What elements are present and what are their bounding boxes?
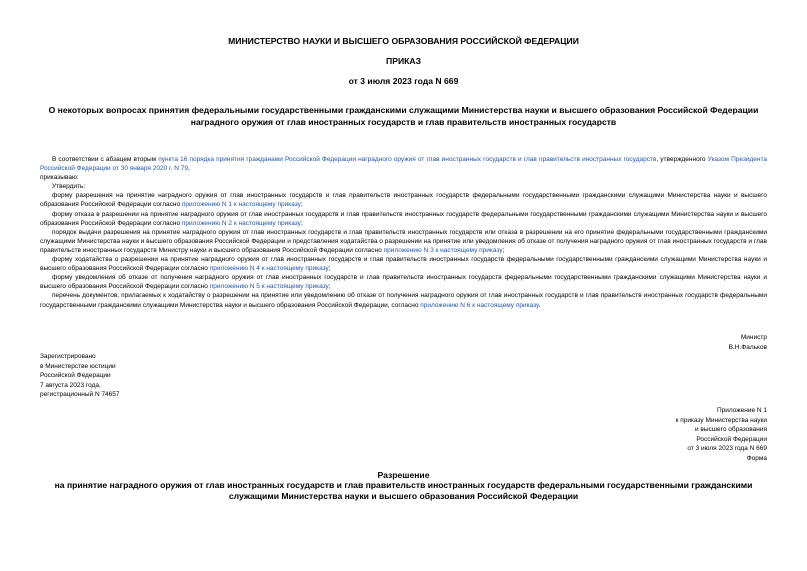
item-text: форму уведомления об отказе от получения наградного оружия от глав иностранных государств и глав правительств иностранных государств федеральными государственными гражданскими служащими Министерства науки и высшего образования Российской Федерации согласно	[40, 274, 767, 291]
prikazyvayu-text: приказываю:	[40, 174, 79, 182]
signer-role: Министр	[740, 334, 767, 341]
registration-line: регистрационный N 74657	[40, 391, 120, 398]
item-text: перечень документов, прилагаемых к ходатайству о разрешении на принятие или уведомлению об отказе от получения наградного оружия от глав иностранных государств и глав правительств иностранных государств федеральными государственными гражданскими служащими Министерства науки и высшего образования Российской Федерации, согласно	[40, 292, 767, 309]
list-item	[40, 291, 767, 309]
list-item	[40, 191, 767, 209]
doc-date-number: от 3 июля 2023 года N 669	[348, 76, 459, 86]
appendix-form-label: Форма	[746, 454, 767, 462]
item-end: ;	[328, 283, 331, 291]
appendix-line: и высшего образования	[694, 426, 767, 434]
doc-type-heading: ПРИКАЗ	[386, 56, 421, 66]
signature-block	[729, 333, 767, 352]
doc-title: О некоторых вопросах принятия федеральными государственными гражданскими служащими Министерства науки и высшего образования Российской Федерации наградного оружия от глав иностранных государств и глав правительств иностранных государств	[48, 105, 759, 127]
registration-line: Российской Федерации	[40, 372, 111, 379]
link-appendix-4[interactable]: приложению N 4 к настоящему приказу	[209, 265, 329, 273]
link-appendix-5[interactable]: приложению N 5 к настоящему приказу	[209, 283, 329, 291]
list-item	[40, 228, 767, 255]
utverdit-text: Утвердить:	[52, 183, 86, 191]
appendix-line: Российской Федерации	[696, 435, 767, 443]
link-appendix-1[interactable]: приложению N 1 к настоящему приказу	[181, 201, 301, 209]
item-end: ;	[328, 265, 331, 273]
appendix-line: к приказу Министерства науки	[675, 416, 767, 424]
item-text: порядок выдачи разрешения на принятие наградного оружия от глав иностранных государств и глав правительств иностранных государств или отказа в разрешении на его принятие федеральными государственными гражданскими служащими Министерства науки и высшего образования Российской Федерации и представления ходатайства о разрешении на принятие или уведомления об отказе от получения наградного оружия от глав иностранных государств и глав правительств иностранных государств Министру науки и высшего образования Российской Федерации согласно	[40, 228, 767, 254]
item-text: форму ходатайства о разрешении на принятие наградного оружия от глав иностранных государств и глав правительств иностранных государств федеральными государственными гражданскими служащими Министерства науки и высшего образования Российской Федерации согласно	[40, 256, 767, 273]
link-appendix-3[interactable]: приложению N 3 к настоящему приказу	[383, 246, 503, 254]
item-text: форму разрешения на принятие наградного оружия от глав иностранных государств и глав правительств иностранных государств федеральными государственными гражданскими служащими Министерства науки и высшего образования Российской Федерации согласно	[40, 192, 767, 209]
registration-line: 7 августа 2023 года,	[40, 381, 101, 389]
preamble-text-3: ,	[187, 165, 190, 173]
appendix-subtitle: на принятие наградного оружия от глав иностранных государств и глав правительств иностранных государств федеральными государственными гражданскими служащими Министерства науки и высшего образования Российской Федерации	[54, 480, 753, 501]
item-end: ;	[502, 246, 505, 254]
appendix-title: Разрешение	[377, 470, 430, 480]
link-appendix-2[interactable]: приложению N 2 к настоящему приказу	[181, 219, 301, 227]
preamble-paragraph	[40, 155, 767, 173]
registration-block	[40, 352, 120, 400]
list-item	[40, 255, 767, 273]
item-end: ;	[300, 219, 303, 227]
link-appendix-6[interactable]: приложению N 6 к настоящему приказу	[420, 301, 539, 309]
preamble-text-1: В соответствии с абзацем вторым	[52, 156, 159, 163]
item-text: форму отказа в разрешении на принятие наградного оружия от глав иностранных государств и глав правительств иностранных государств федеральными государственными гражданскими служащими Министерства науки и высшего образования Российской Федерации согласно	[40, 210, 767, 227]
link-award-order-point-16[interactable]: пункта 16 порядка принятия гражданами Российской Федерации наградного оружия от глав иностранных государств и глав правительств иностранных государств	[158, 156, 657, 163]
ministry-heading: МИНИСТЕРСТВО НАУКИ И ВЫСШЕГО ОБРАЗОВАНИЯ РОССИЙСКОЙ ФЕДЕРАЦИИ	[228, 36, 579, 46]
order-body	[40, 155, 767, 310]
list-item	[40, 210, 767, 228]
item-end: ;	[300, 201, 303, 209]
appendix-header-block	[676, 406, 767, 464]
signer-name: В.Н.Фальков	[728, 343, 767, 351]
preamble-text-2: , утвержденного	[656, 156, 708, 163]
list-item	[40, 273, 767, 291]
link-presidential-decree-79[interactable]: Указом Президента Российской Федерации от 30 января 2020 г. N 79	[40, 156, 767, 173]
registration-line: Зарегистрировано	[40, 353, 96, 360]
registration-line: в Министерстве юстиции	[40, 362, 116, 370]
appendix-line: от 3 июля 2023 года N 669	[687, 445, 767, 453]
item-end: .	[538, 301, 541, 309]
appendix-line: Приложение N 1	[716, 407, 767, 414]
